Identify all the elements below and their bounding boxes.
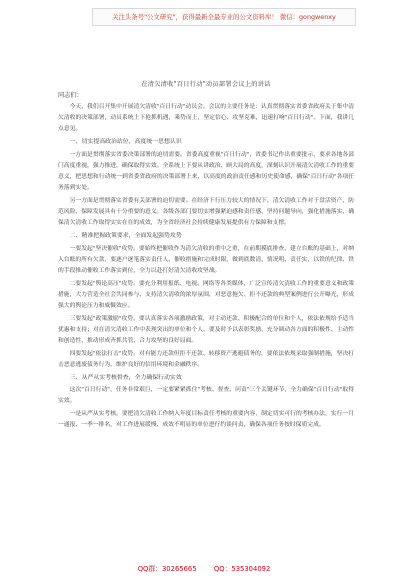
document-body (58, 80, 354, 433)
paragraph: 二要发起"舆论高压"攻势。要充分利用报纸、电视、网络等各类媒体，广泛宣传清欠清收工作的重要意义和政策措施，大力营造全社会共同参与、支持清欠清收的浓厚氛围，对恶意拖欠、拒不还款的典型案例进行公开曝光，形成强大的舆论压力和威慑效应。 (58, 280, 354, 310)
paragraph: 这次"百日行动"，任务非常艰巨，一定要紧紧抓住"考核、督查、问责"三个关键环节，全力确保"百日行动"取得实效。 (58, 387, 354, 405)
footer (0, 563, 408, 573)
paragraph: 另一方面是贯彻落实省委有关部署的迫切需要。在经济下行压力较大的情况下，清欠清收工作对于盘活资产、防范风险、保障发展具有十分重要的意义。各级各部门要切实增强紧迫感和责任感，坚持问题导向，强化措施落实，确保清欠清收工作取得实实在在的成效，为全省经济社会持续健康发展提供有力保障和支撑。 (58, 197, 354, 227)
document-blocks (58, 102, 354, 432)
paragraph: 今天，我们召开集中开展清欠清收"百日行动"动员会。会议的主要任务是：认真贯彻落实省委省政府关于集中清欠清收的决策部署，动员系统上下抢抓机遇，乘势而上，坚定信心、攻坚克难，迅速打响"百日行动"。下面，我讲几点意见。 (58, 104, 354, 133)
section-heading: 二、精准把握政策要求，全面发起强势攻势 (69, 233, 182, 240)
footer-qq: QQ：535304092 (213, 565, 271, 573)
paragraph: 一要发起"坚决催收"攻势。要始终把催收作为清欠清收的重中之重，在前期摸底排查、建立台账的基础上，对纳入台账的所有欠款，要逐户逐笔落实责任人、催收措施和完成时限，做到底数清、情况明、责任实，以铁的纪律、铁的手段推动催收工作落实到位，全力以赴打好清欠清收攻坚战。 (58, 245, 354, 274)
promo-banner-text: 关注头条号"公文研究"，获得最新全最专业的公文资料库！ 微信：gongwenxy (112, 13, 336, 21)
promo-banner (92, 8, 356, 26)
paragraph: 三要发起"政策激励"攻势。要认真落实各项激励政策，对主动还款、积极配合的单位和个人，依法依规给予适当优惠和支持；对在清欠清收工作中表现突出的单位和个人，要及时予以表彰奖励，充分调动各方面的积极性、主动性和创造性，推动形成齐抓共管、合力攻坚的良好局面。 (58, 315, 354, 345)
salutation: 同志们： (58, 92, 83, 99)
paragraph: 一方面是贯彻落实省委决策部署的迫切需要。省委高度重视"百日行动"，省委书记作出重要批示，要求各地各部门高度重视，强力推进，确保取得实效。全系统上下要从讲政治、顾大局的高度，深刻认识开展清欠清收工作的重要意义，把思想和行动统一到省委省政府的决策部署上来，以高度的政治责任感和历史使命感，确保"百日行动"各项任务落到实处。 (58, 151, 354, 192)
section-heading: 三、从严从实考核督查，全力确保行动实效 (69, 374, 182, 381)
footer-qq-group: QQ群：30265665 (137, 565, 197, 573)
paragraph: 四要发起"依法打击"攻势。对有能力还款但拒不还款、转移资产逃避债务的，要依法依规采取强制措施，坚决打击恶意逃废债务行为，维护良好的信用环境和金融秩序。 (58, 350, 354, 369)
section-heading: 一、切实提高政治站位，高度统一思想认识 (69, 139, 182, 146)
paragraph: 一是从严从实考核。要把清欠清收工作纳入年度目标责任考核的重要内容，制定切实可行的考核办法，实行一月一通报、一季一排名，对工作进展缓慢、成效不明显的单位进行约谈问责，确保各项任务按时保质完成。 (58, 411, 354, 429)
document-title: 在清欠清收"百日行动"动员部署会议上的讲话 (141, 81, 271, 88)
